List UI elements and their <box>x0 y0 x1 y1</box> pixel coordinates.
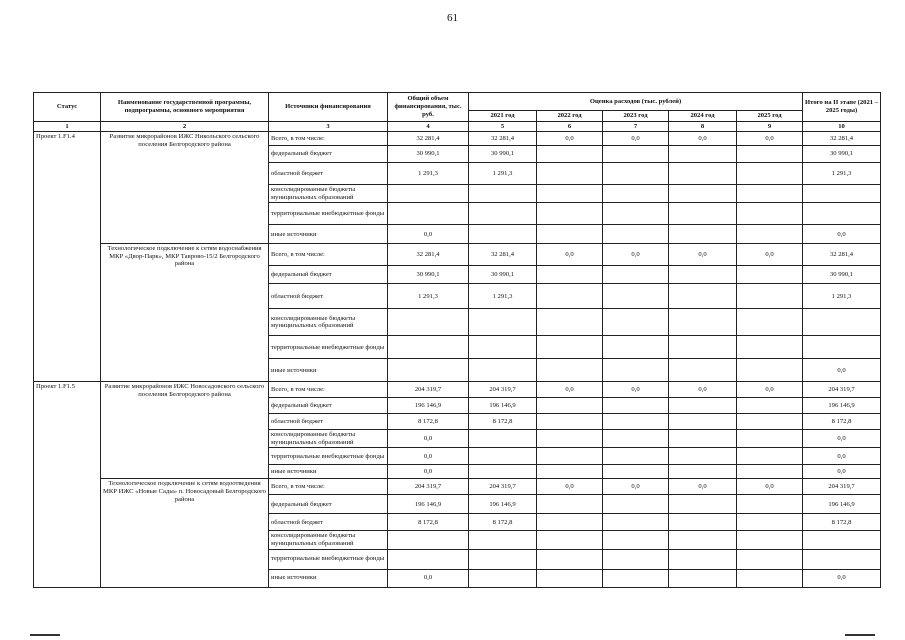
funding-source-cell: территориальные внебюджетные фонды <box>269 448 388 465</box>
year-2022-cell <box>537 336 603 359</box>
year-2024-cell <box>669 309 737 336</box>
column-number: 3 <box>269 121 388 132</box>
scan-edge-mark <box>30 634 60 636</box>
year-2022-cell: 0,0 <box>537 382 603 398</box>
total-cell: 0,0 <box>388 430 469 448</box>
stage-total-cell: 1 291,3 <box>803 163 881 185</box>
year-2024-cell <box>669 146 737 163</box>
funding-source-cell: иные источники <box>269 225 388 244</box>
year-2025-cell <box>737 398 803 414</box>
year-2022-cell <box>537 569 603 587</box>
year-2023-cell <box>603 309 669 336</box>
header-status: Статус <box>34 93 101 122</box>
year-2021-cell <box>469 203 537 225</box>
column-number: 2 <box>101 121 269 132</box>
stage-total-cell <box>803 336 881 359</box>
year-2022-cell <box>537 225 603 244</box>
stage-total-cell: 32 281,4 <box>803 132 881 146</box>
year-2021-cell: 32 281,4 <box>469 132 537 146</box>
program-name-cell: Развитие микрорайонов ИЖС Новосадовского сельского поселения Белгородского района <box>101 382 269 479</box>
year-2025-cell <box>737 266 803 284</box>
year-2024-cell: 0,0 <box>669 244 737 266</box>
year-2025-cell: 0,0 <box>737 382 803 398</box>
stage-total-cell: 0,0 <box>803 430 881 448</box>
year-2023-cell <box>603 284 669 309</box>
year-2024-cell <box>669 514 737 531</box>
year-2022-cell <box>537 549 603 569</box>
year-2025-cell: 0,0 <box>737 244 803 266</box>
year-2023-cell <box>603 146 669 163</box>
year-2021-cell <box>469 309 537 336</box>
stage-total-cell: 0,0 <box>803 359 881 382</box>
table-row <box>34 132 881 146</box>
year-2022-cell <box>537 309 603 336</box>
year-2021-cell <box>469 549 537 569</box>
year-2022-cell: 0,0 <box>537 132 603 146</box>
year-2024-cell <box>669 203 737 225</box>
stage-total-cell: 1 291,3 <box>803 284 881 309</box>
year-2023-cell <box>603 448 669 465</box>
stage-total-cell: 204 319,7 <box>803 479 881 495</box>
total-cell: 0,0 <box>388 448 469 465</box>
table-row <box>34 382 881 398</box>
status-cell: Проект 1.F1.5 <box>34 382 101 587</box>
year-2023-cell: 0,0 <box>603 132 669 146</box>
stage-total-cell <box>803 531 881 549</box>
year-2023-cell: 0,0 <box>603 479 669 495</box>
financing-table <box>33 92 881 588</box>
year-2025-cell <box>737 336 803 359</box>
total-cell <box>388 309 469 336</box>
year-2025-cell: 0,0 <box>737 132 803 146</box>
year-2024-cell <box>669 569 737 587</box>
year-2025-cell <box>737 146 803 163</box>
year-2022-cell <box>537 531 603 549</box>
year-2024-cell <box>669 225 737 244</box>
year-2024-cell <box>669 359 737 382</box>
year-2022-cell: 0,0 <box>537 479 603 495</box>
year-2021-cell <box>469 185 537 203</box>
year-2025-cell <box>737 414 803 430</box>
year-2025-cell <box>737 203 803 225</box>
funding-source-cell: территориальные внебюджетные фонды <box>269 203 388 225</box>
total-cell <box>388 531 469 549</box>
column-number: 5 <box>469 121 537 132</box>
funding-source-cell: Всего, в том числе: <box>269 132 388 146</box>
funding-source-cell: Всего, в том числе: <box>269 382 388 398</box>
year-2021-cell <box>469 465 537 479</box>
year-2021-cell <box>469 225 537 244</box>
total-cell: 196 146,9 <box>388 398 469 414</box>
total-cell: 30 990,1 <box>388 266 469 284</box>
page-number: 61 <box>447 12 458 24</box>
header-year: 2024 год <box>669 111 737 122</box>
funding-source-cell: консолидированные бюджеты муниципальных образований <box>269 430 388 448</box>
total-cell: 0,0 <box>388 569 469 587</box>
total-cell <box>388 549 469 569</box>
year-2023-cell <box>603 163 669 185</box>
column-number: 9 <box>737 121 803 132</box>
year-2021-cell <box>469 448 537 465</box>
year-2022-cell: 0,0 <box>537 244 603 266</box>
year-2024-cell <box>669 266 737 284</box>
year-2024-cell: 0,0 <box>669 479 737 495</box>
column-number: 7 <box>603 121 669 132</box>
header-program-name: Наименование государственной программы, подпрограммы, основного мероприятия <box>101 93 269 122</box>
funding-source-cell: консолидированные бюджеты муниципальных образований <box>269 185 388 203</box>
year-2025-cell <box>737 225 803 244</box>
year-2025-cell <box>737 359 803 382</box>
year-2021-cell <box>469 359 537 382</box>
total-cell: 8 172,8 <box>388 514 469 531</box>
total-cell: 1 291,3 <box>388 163 469 185</box>
total-cell: 0,0 <box>388 225 469 244</box>
stage-total-cell <box>803 309 881 336</box>
year-2021-cell: 32 281,4 <box>469 244 537 266</box>
year-2025-cell <box>737 448 803 465</box>
funding-source-cell: федеральный бюджет <box>269 398 388 414</box>
year-2023-cell <box>603 495 669 514</box>
funding-source-cell: иные источники <box>269 569 388 587</box>
year-2025-cell <box>737 284 803 309</box>
stage-total-cell: 196 146,9 <box>803 495 881 514</box>
total-cell: 204 319,7 <box>388 382 469 398</box>
program-name-cell: Развитие микрорайонов ИЖС Никольского сельского поселения Белгородского района <box>101 132 269 244</box>
total-cell: 204 319,7 <box>388 479 469 495</box>
year-2025-cell <box>737 430 803 448</box>
year-2024-cell <box>669 185 737 203</box>
year-2021-cell <box>469 531 537 549</box>
funding-source-cell: консолидированные бюджеты муниципальных образований <box>269 531 388 549</box>
stage-total-cell <box>803 549 881 569</box>
funding-source-cell: областной бюджет <box>269 414 388 430</box>
header-year: 2023 год <box>603 111 669 122</box>
funding-source-cell: Всего, в том числе: <box>269 244 388 266</box>
year-2023-cell <box>603 549 669 569</box>
column-number: 1 <box>34 121 101 132</box>
year-2023-cell <box>603 359 669 382</box>
year-2021-cell <box>469 430 537 448</box>
year-2022-cell <box>537 284 603 309</box>
funding-source-cell: федеральный бюджет <box>269 495 388 514</box>
year-2022-cell <box>537 514 603 531</box>
year-2025-cell <box>737 495 803 514</box>
year-2022-cell <box>537 185 603 203</box>
year-2022-cell <box>537 146 603 163</box>
year-2024-cell <box>669 448 737 465</box>
year-2025-cell <box>737 569 803 587</box>
stage-total-cell: 0,0 <box>803 448 881 465</box>
year-2024-cell <box>669 430 737 448</box>
year-2023-cell <box>603 185 669 203</box>
column-number: 4 <box>388 121 469 132</box>
year-2021-cell: 1 291,3 <box>469 163 537 185</box>
header-expense-estimate: Оценка расходов (тыс. рублей) <box>469 93 803 111</box>
year-2021-cell: 8 172,8 <box>469 414 537 430</box>
table-row <box>34 244 881 266</box>
stage-total-cell: 0,0 <box>803 569 881 587</box>
stage-total-cell: 8 172,8 <box>803 414 881 430</box>
funding-source-cell: областной бюджет <box>269 284 388 309</box>
year-2021-cell: 196 146,9 <box>469 495 537 514</box>
year-2024-cell <box>669 465 737 479</box>
year-2025-cell <box>737 465 803 479</box>
year-2023-cell <box>603 531 669 549</box>
year-2025-cell <box>737 185 803 203</box>
year-2023-cell <box>603 430 669 448</box>
header-total-funding: Общий объем финансирования, тыс. руб. <box>388 93 469 122</box>
funding-source-cell: территориальные внебюджетные фонды <box>269 549 388 569</box>
year-2022-cell <box>537 495 603 514</box>
total-cell <box>388 359 469 382</box>
year-2022-cell <box>537 163 603 185</box>
year-2023-cell <box>603 225 669 244</box>
year-2022-cell <box>537 465 603 479</box>
stage-total-cell <box>803 185 881 203</box>
total-cell: 32 281,4 <box>388 132 469 146</box>
year-2023-cell <box>603 203 669 225</box>
year-2023-cell <box>603 414 669 430</box>
column-number: 6 <box>537 121 603 132</box>
year-2024-cell: 0,0 <box>669 382 737 398</box>
year-2024-cell <box>669 163 737 185</box>
scan-edge-mark <box>845 634 875 636</box>
year-2022-cell <box>537 448 603 465</box>
stage-total-cell: 30 990,1 <box>803 266 881 284</box>
year-2021-cell: 196 146,9 <box>469 398 537 414</box>
year-2024-cell: 0,0 <box>669 132 737 146</box>
year-2022-cell <box>537 266 603 284</box>
stage-total-cell <box>803 203 881 225</box>
funding-source-cell: территориальные внебюджетные фонды <box>269 336 388 359</box>
year-2021-cell <box>469 336 537 359</box>
header-stage-total: Итого на II этапе (2021 – 2025 годы) <box>803 93 881 122</box>
year-2024-cell <box>669 495 737 514</box>
year-2024-cell <box>669 531 737 549</box>
stage-total-cell: 30 990,1 <box>803 146 881 163</box>
funding-source-cell: областной бюджет <box>269 163 388 185</box>
year-2024-cell <box>669 284 737 309</box>
stage-total-cell: 0,0 <box>803 225 881 244</box>
year-2021-cell: 8 172,8 <box>469 514 537 531</box>
total-cell: 1 291,3 <box>388 284 469 309</box>
funding-source-cell: иные источники <box>269 465 388 479</box>
year-2023-cell: 0,0 <box>603 382 669 398</box>
total-cell: 30 990,1 <box>388 146 469 163</box>
year-2025-cell: 0,0 <box>737 479 803 495</box>
year-2021-cell: 30 990,1 <box>469 266 537 284</box>
year-2022-cell <box>537 430 603 448</box>
year-2025-cell <box>737 514 803 531</box>
funding-source-cell: областной бюджет <box>269 514 388 531</box>
year-2023-cell <box>603 336 669 359</box>
stage-total-cell: 32 281,4 <box>803 244 881 266</box>
header-year: 2025 год <box>737 111 803 122</box>
total-cell: 196 146,9 <box>388 495 469 514</box>
year-2021-cell: 1 291,3 <box>469 284 537 309</box>
column-number: 8 <box>669 121 737 132</box>
total-cell: 0,0 <box>388 465 469 479</box>
year-2022-cell <box>537 203 603 225</box>
stage-total-cell: 196 146,9 <box>803 398 881 414</box>
funding-source-cell: Всего, в том числе: <box>269 479 388 495</box>
year-2024-cell <box>669 336 737 359</box>
year-2025-cell <box>737 163 803 185</box>
year-2021-cell <box>469 569 537 587</box>
year-2024-cell <box>669 398 737 414</box>
funding-source-cell: федеральный бюджет <box>269 146 388 163</box>
column-number: 10 <box>803 121 881 132</box>
year-2022-cell <box>537 414 603 430</box>
year-2025-cell <box>737 549 803 569</box>
year-2022-cell <box>537 359 603 382</box>
stage-total-cell: 8 172,8 <box>803 514 881 531</box>
year-2023-cell <box>603 465 669 479</box>
year-2025-cell <box>737 531 803 549</box>
stage-total-cell: 0,0 <box>803 465 881 479</box>
table-row <box>34 479 881 495</box>
year-2025-cell <box>737 309 803 336</box>
funding-source-cell: консолидированные бюджеты муниципальных образований <box>269 309 388 336</box>
header-year: 2021 год <box>469 111 537 122</box>
total-cell <box>388 185 469 203</box>
funding-source-cell: иные источники <box>269 359 388 382</box>
year-2021-cell: 30 990,1 <box>469 146 537 163</box>
year-2023-cell <box>603 398 669 414</box>
year-2023-cell: 0,0 <box>603 244 669 266</box>
funding-source-cell: федеральный бюджет <box>269 266 388 284</box>
header-funding-sources: Источники финансирования <box>269 93 388 122</box>
year-2024-cell <box>669 549 737 569</box>
total-cell: 32 281,4 <box>388 244 469 266</box>
header-year: 2022 год <box>537 111 603 122</box>
year-2023-cell <box>603 266 669 284</box>
total-cell <box>388 203 469 225</box>
year-2021-cell: 204 319,7 <box>469 382 537 398</box>
year-2023-cell <box>603 569 669 587</box>
program-name-cell: Технологическое подключение к сетям водоотведения МКР ИЖС «Новые Сады» п. Новосадовый Белгородского района <box>101 479 269 587</box>
total-cell <box>388 336 469 359</box>
total-cell: 8 172,8 <box>388 414 469 430</box>
status-cell: Проект 1.F1.4 <box>34 132 101 382</box>
year-2021-cell: 204 319,7 <box>469 479 537 495</box>
year-2023-cell <box>603 514 669 531</box>
year-2022-cell <box>537 398 603 414</box>
year-2024-cell <box>669 414 737 430</box>
stage-total-cell: 204 319,7 <box>803 382 881 398</box>
program-name-cell: Технологическое подключение к сетям водоснабжения МКР «Двор-Парк», МКР Таврово-15/2 Белгородского района <box>101 244 269 382</box>
